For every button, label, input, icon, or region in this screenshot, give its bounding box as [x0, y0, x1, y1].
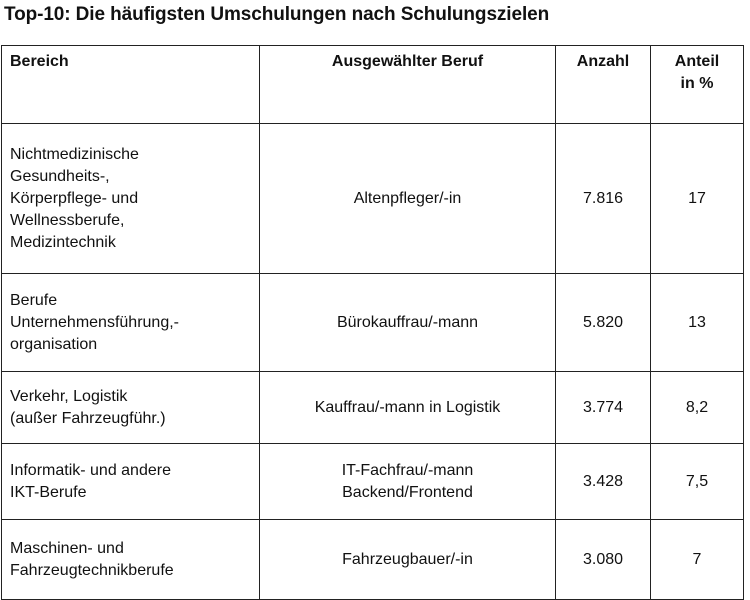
cell-anteil: 7: [651, 520, 744, 600]
cell-bereich: Maschinen- und Fahrzeugtechnikberufe: [2, 520, 260, 600]
cell-anteil: 7,5: [651, 444, 744, 520]
cell-anteil: 8,2: [651, 372, 744, 444]
cell-beruf: Kauffrau/-mann in Logistik: [260, 372, 556, 444]
cell-anzahl: 3.080: [556, 520, 651, 600]
cell-beruf: IT-Fachfrau/-mann Backend/Frontend: [260, 444, 556, 520]
table-row: [2, 520, 744, 600]
top-ten-retraining-table: [1, 45, 744, 600]
cell-bereich: Verkehr, Logistik (außer Fahrzeugführ.): [2, 372, 260, 444]
table-row: [2, 274, 744, 372]
cell-beruf: Fahrzeugbauer/-in: [260, 520, 556, 600]
header-bereich: Bereich: [2, 46, 260, 124]
table-header-row: [2, 46, 744, 124]
cell-bereich: Berufe Unternehmensführung,- organisation: [2, 274, 260, 372]
cell-anzahl: 3.428: [556, 444, 651, 520]
table-row: [2, 444, 744, 520]
header-anteil: Anteil in %: [651, 46, 744, 124]
table-row: [2, 372, 744, 444]
header-ausgewaehlter-beruf: Ausgewählter Beruf: [260, 46, 556, 124]
table-title: Top-10: Die häufigsten Umschulungen nach Schulungszielen: [4, 4, 550, 25]
cell-anteil: 17: [651, 124, 744, 274]
cell-anzahl: 7.816: [556, 124, 651, 274]
cell-bereich: Informatik- und andere IKT-Berufe: [2, 444, 260, 520]
cell-anteil: 13: [651, 274, 744, 372]
cell-bereich: Nichtmedizinische Gesundheits-, Körperpflege- und Wellnessberufe, Medizintechnik: [2, 124, 260, 274]
cell-beruf: Bürokauffrau/-mann: [260, 274, 556, 372]
cell-anzahl: 5.820: [556, 274, 651, 372]
cell-anzahl: 3.774: [556, 372, 651, 444]
table-row: [2, 124, 744, 274]
header-anzahl: Anzahl: [556, 46, 651, 124]
cell-beruf: Altenpfleger/-in: [260, 124, 556, 274]
